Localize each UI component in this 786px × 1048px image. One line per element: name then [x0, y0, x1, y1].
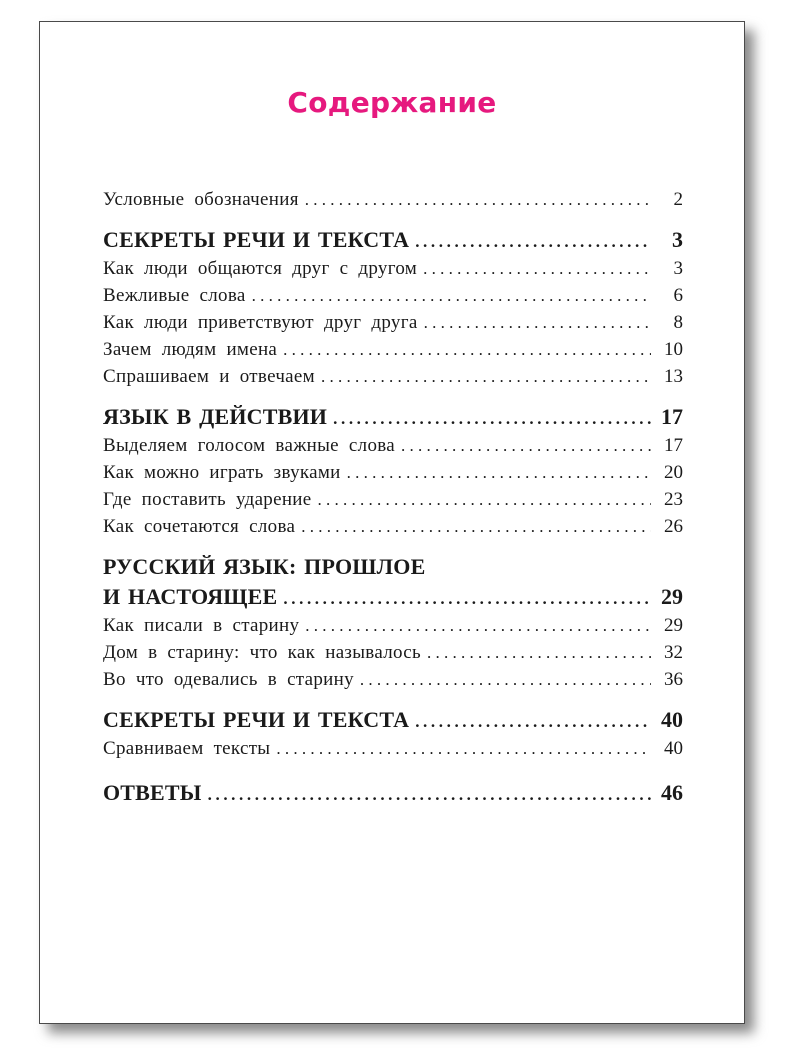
toc-entry[interactable] [103, 363, 683, 390]
leader-dots [321, 363, 651, 390]
toc-entry-label: Условные обозначения [103, 189, 299, 210]
toc-entry-label: Спрашиваем и отвечаем [103, 366, 315, 387]
toc-entry-page: 32 [664, 642, 683, 663]
toc-entry-label: Зачем людям имена [103, 339, 278, 360]
leader-dots [252, 282, 651, 309]
leader-dots [427, 639, 651, 666]
toc-entry-page: 17 [664, 435, 683, 456]
toc-section-3-title-line1[interactable]: РУССКИЙ ЯЗЫК: ПРОШЛОЕ [103, 554, 426, 579]
toc-entry-page: 10 [664, 339, 683, 360]
toc-entry-page: 3 [673, 258, 683, 279]
toc-section-2[interactable] [103, 402, 683, 432]
leader-dots [318, 486, 651, 513]
toc-entry-page: 13 [664, 366, 683, 387]
toc-entry-label: Как можно играть звуками [103, 462, 341, 483]
toc-entry[interactable] [103, 639, 683, 666]
toc-section-3[interactable] [103, 582, 683, 612]
toc-entry[interactable] [103, 336, 683, 363]
toc-entry[interactable] [103, 282, 683, 309]
leader-dots [415, 227, 651, 257]
toc-entry-page: 26 [664, 516, 683, 537]
toc-entry-page: 36 [664, 669, 683, 690]
toc-entry[interactable] [103, 309, 683, 336]
toc-entry-label: Где поставить ударение [103, 489, 312, 510]
leader-dots [333, 404, 651, 434]
toc-section-title: ЯЗЫК В ДЕЙСТВИИ [103, 404, 328, 429]
toc-section-page: 17 [661, 404, 683, 429]
toc-entry[interactable] [103, 486, 683, 513]
toc-entry-legend[interactable] [103, 186, 683, 213]
toc-entry-label: Как люди общаются друг с другом [103, 258, 418, 279]
toc-entry[interactable] [103, 432, 683, 459]
leader-dots [360, 666, 651, 693]
leader-dots [283, 336, 651, 363]
toc-entry-page: 8 [673, 312, 683, 333]
toc-section-title: ОТВЕТЫ [103, 780, 202, 805]
toc-entry-page: 40 [664, 738, 683, 759]
toc-entry-page: 2 [673, 189, 683, 210]
toc-section-page: 3 [672, 227, 683, 252]
toc-entry[interactable] [103, 255, 683, 282]
leader-dots [424, 309, 651, 336]
leader-dots [283, 584, 651, 614]
leader-dots [276, 735, 651, 762]
page-title: Содержание [287, 86, 497, 119]
toc-section-title: И НАСТОЯЩЕЕ [103, 584, 278, 609]
leader-dots [401, 432, 651, 459]
toc-entry-label: Выделяем голосом важные слова [103, 435, 396, 456]
leader-dots [305, 612, 651, 639]
toc-section-page: 40 [661, 707, 683, 732]
book-page [39, 21, 745, 1024]
toc-section-title: СЕКРЕТЫ РЕЧИ И ТЕКСТА [103, 707, 410, 732]
toc-section-page: 29 [661, 584, 683, 609]
toc-entry-page: 23 [664, 489, 683, 510]
toc-entry[interactable] [103, 666, 683, 693]
leader-dots [301, 513, 651, 540]
toc-entry-page: 20 [664, 462, 683, 483]
toc-entry-label: Дом в старину: что как называлось [103, 642, 421, 663]
leader-dots [347, 459, 651, 486]
toc-entry-label: Сравниваем тексты [103, 738, 271, 759]
toc-section-5[interactable] [103, 778, 683, 808]
toc-entry-label: Вежливые слова [103, 285, 246, 306]
table-of-contents [103, 186, 683, 808]
toc-entry-page: 29 [664, 615, 683, 636]
toc-entry[interactable] [103, 735, 683, 762]
toc-entry-label: Как сочетаются слова [103, 516, 296, 537]
toc-entry[interactable] [103, 612, 683, 639]
toc-entry-label: Во что одевались в старину [103, 669, 354, 690]
toc-section-4[interactable] [103, 705, 683, 735]
toc-entry-label: Как писали в старину [103, 615, 300, 636]
toc-entry[interactable] [103, 513, 683, 540]
leader-dots [208, 780, 651, 810]
toc-section-1[interactable] [103, 225, 683, 255]
toc-section-page: 46 [661, 780, 683, 805]
leader-dots [305, 186, 651, 213]
toc-section-title: СЕКРЕТЫ РЕЧИ И ТЕКСТА [103, 227, 410, 252]
leader-dots [423, 255, 651, 282]
leader-dots [415, 707, 651, 737]
toc-entry-page: 6 [673, 285, 683, 306]
toc-entry-label: Как люди приветствуют друг друга [103, 312, 418, 333]
toc-entry[interactable] [103, 459, 683, 486]
